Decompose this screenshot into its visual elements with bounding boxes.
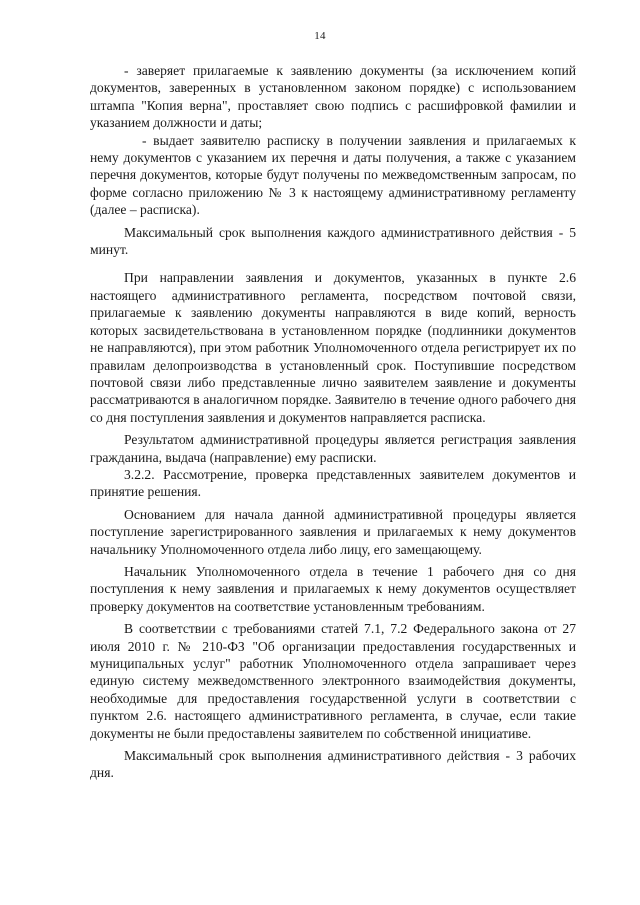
paragraph-head-review: Начальник Уполномоченного отдела в течение 1 рабочего дня со дня поступления к нему заявления и прилагаемых к нему документов осуществляет проверку документов на соответствие установленным требованиям. <box>90 563 576 614</box>
section-heading-3-2-2: 3.2.2. Рассмотрение, проверка представленных заявителем документов и принятие решения. <box>90 466 576 500</box>
paragraph-procedure-basis: Основанием для начала данной административной процедуры является поступление зарегистрированного заявления и прилагаемых к нему документов начальнику Уполномоченного отдела либо лицу, его замещающему. <box>90 506 576 557</box>
paragraph-postal-submission: При направлении заявления и документов, указанных в пункте 2.6 настоящего административного регламента, посредством почтовой связи, прилагаемые к заявлению документы направляются в виде копий, верность которых засвидетельствована в установленном порядке (подлинники документов не направляются), при этом работник Уполномоченного отдела регистрирует их по правилам делопроизводства в установленный срок. Поступившие посредством почтовой связи либо представленные лично заявителем заявление и документы рассматриваются в аналогичном порядке. Заявителю в течение одного рабочего дня со дня поступления заявления и документов направляется расписка. <box>90 270 576 425</box>
paragraph-procedure-result: Результатом административной процедуры является регистрация заявления гражданина, выдача (направление) ему расписки. <box>90 432 576 465</box>
paragraph-issue-receipt: - выдает заявителю расписку в получении заявления и прилагаемых к нему документов с указанием их перечня и даты получения, а также с указанием перечня документов, которые будут получены по межведомственным запросам, по форме согласно приложению № 3 к настоящему административному регламенту (далее – расписка). <box>90 132 576 218</box>
paragraph-max-time-3-days: Максимальный срок выполнения административного действия - 3 рабочих дня. <box>90 748 576 781</box>
paragraph-certify-documents: - заверяет прилагаемые к заявлению документы (за исключением копий документов, заверенных в установленном законом порядке) с использованием штампа "Копия верна", проставляет свою подпись с расшифровкой фамилии и указанием должности и даты; <box>90 63 576 131</box>
page-number: 14 <box>314 30 326 42</box>
document-body <box>90 62 576 782</box>
paragraph-interagency-request: В соответствии с требованиями статей 7.1, 7.2 Федерального закона от 27 июля 2010 г. № 210-ФЗ "Об организации предоставления государственных и муниципальных услуг" работник Уполномоченного отдела запрашивает через единую систему межведомственного электронного взаимодействия документы, необходимые для предоставления государственной услуги в соответствии с пунктом 2.6. настоящего административного регламента, в случае, если такие документы не были предоставлены заявителем по собственной инициативе. <box>90 621 576 741</box>
paragraph-max-time-5-min: Максимальный срок выполнения каждого административного действия - 5 минут. <box>90 224 576 258</box>
